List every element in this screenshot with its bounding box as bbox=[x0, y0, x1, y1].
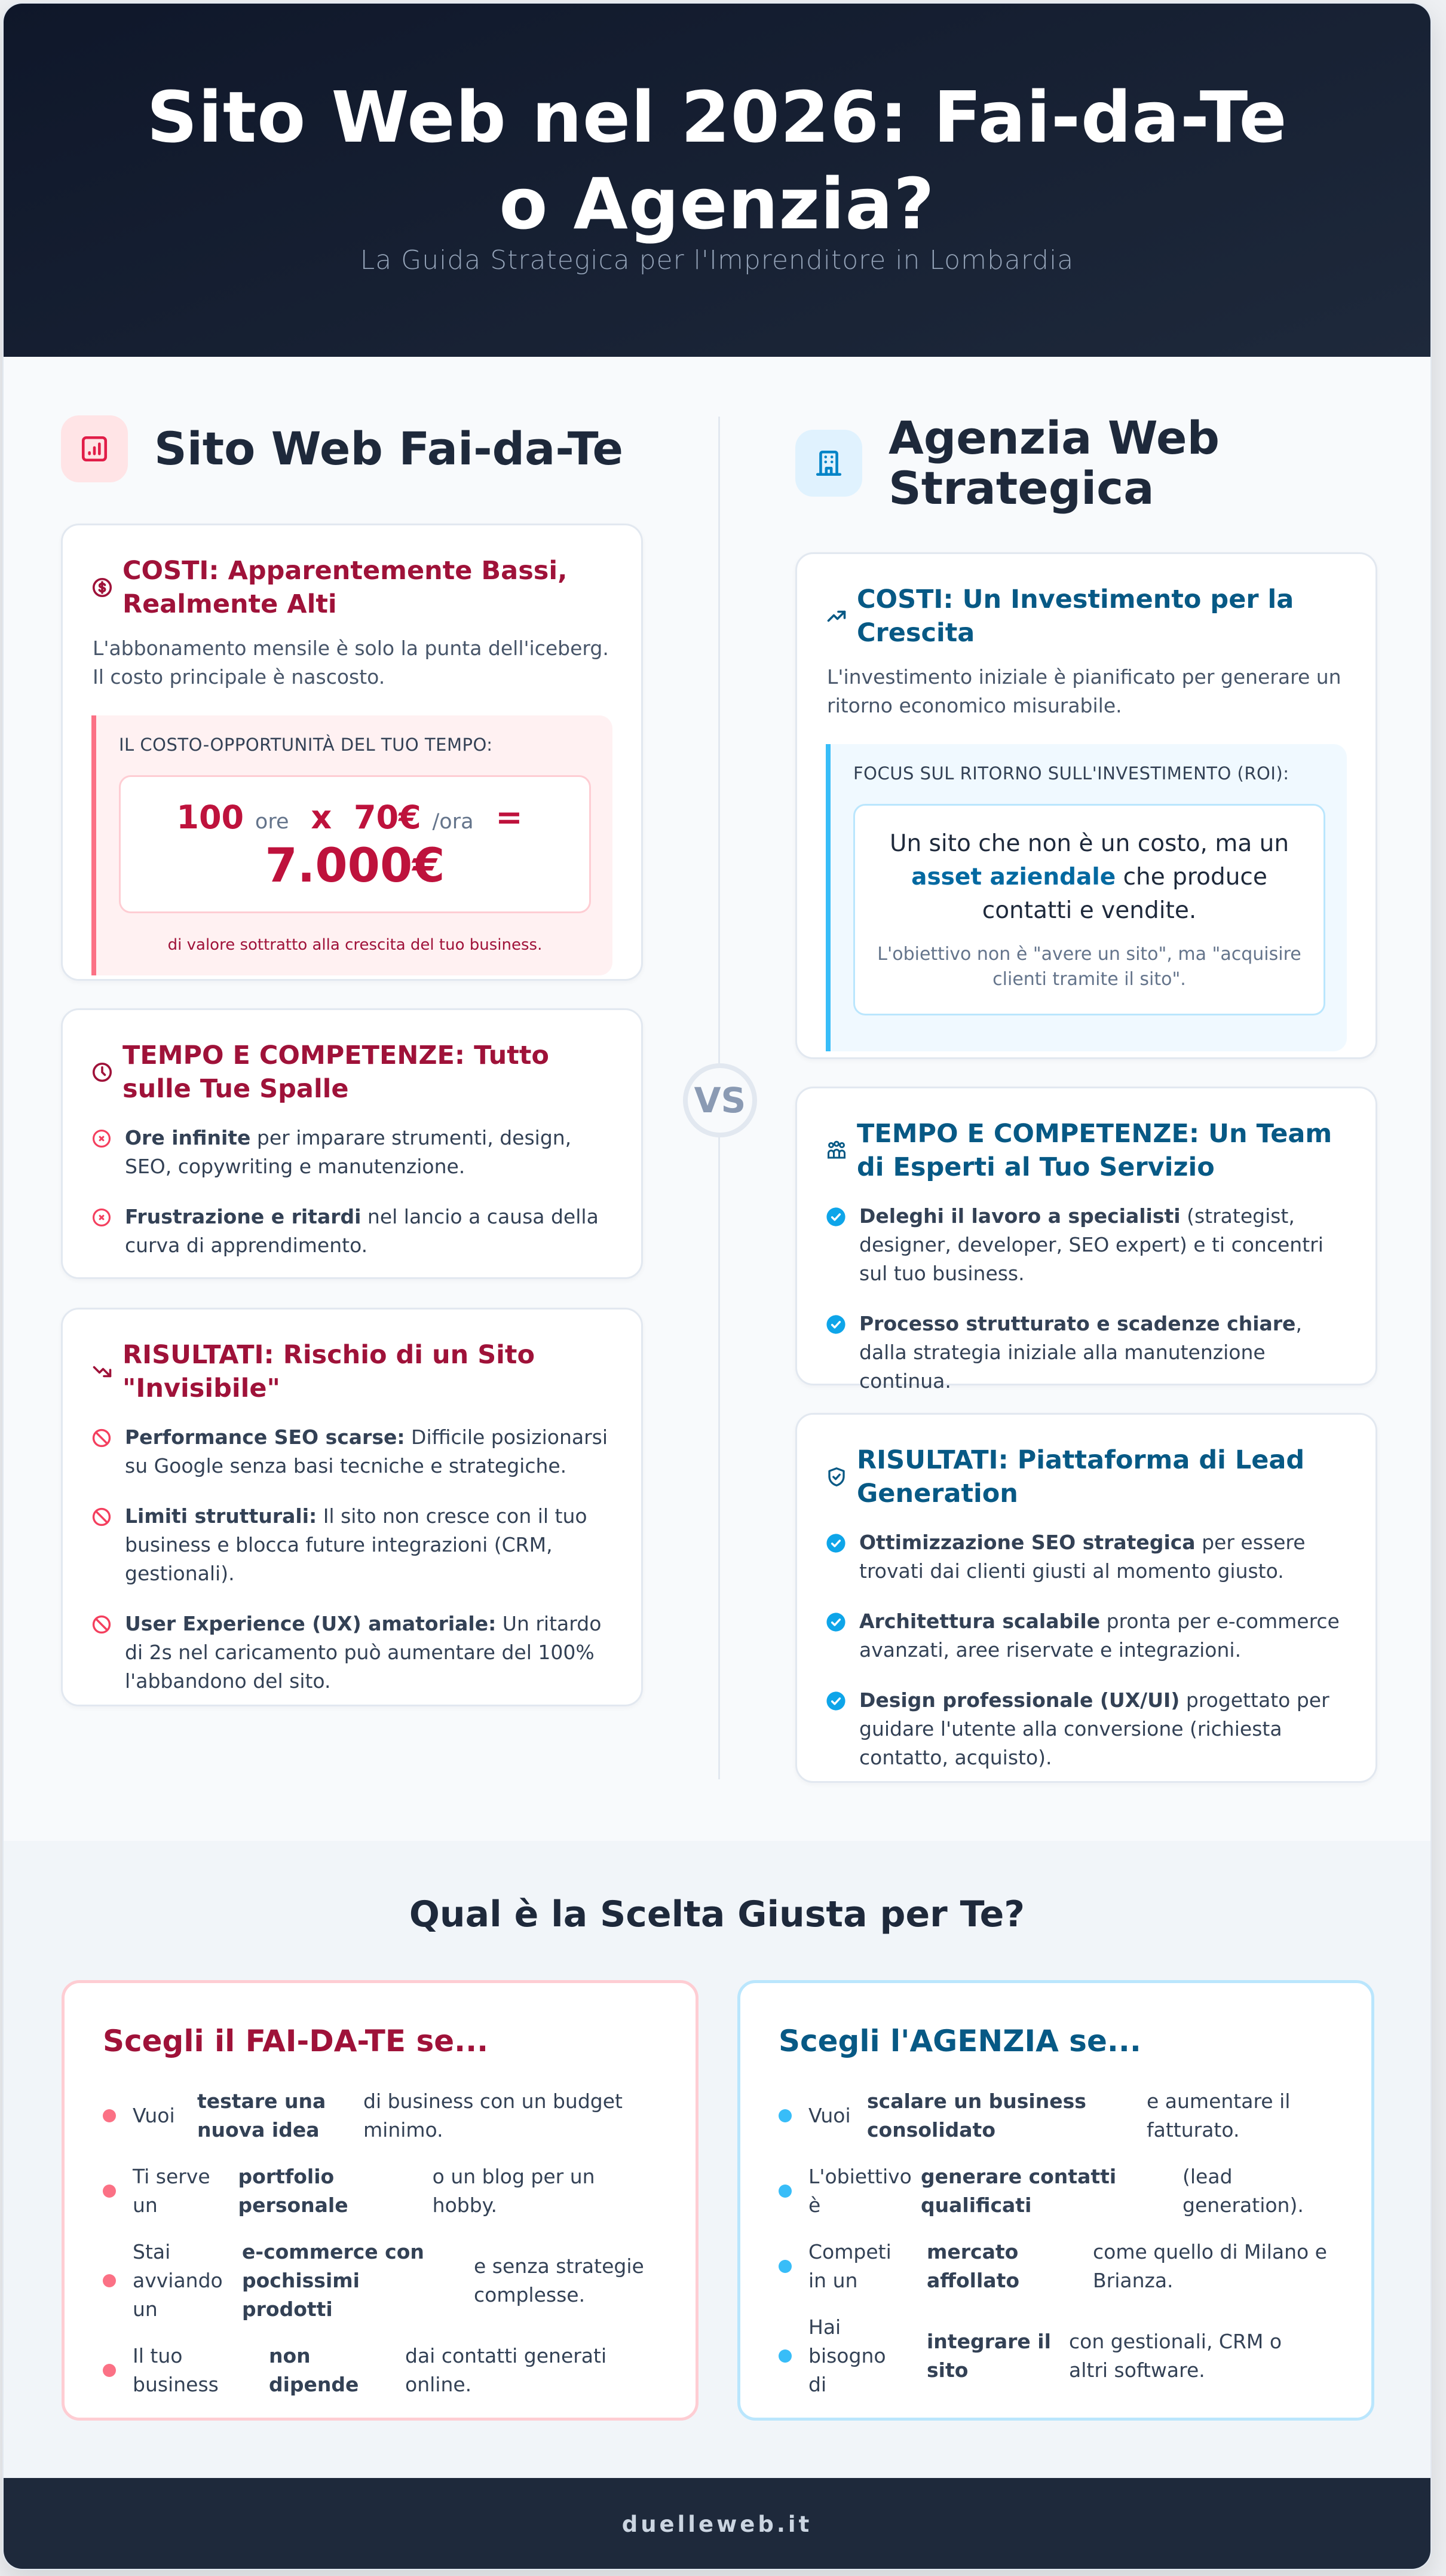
check-circle-icon bbox=[826, 1612, 846, 1632]
header bbox=[4, 4, 1430, 357]
diy-column-header bbox=[61, 415, 623, 482]
hours-unit: ore bbox=[255, 810, 289, 834]
hours-value: 100 bbox=[176, 799, 244, 836]
rate-value: 70€ bbox=[353, 799, 421, 836]
opportunity-cost-label: IL COSTO-OPPORTUNITÀ DEL TUO TEMPO: bbox=[119, 735, 493, 755]
team-icon bbox=[826, 1140, 847, 1161]
page-title: Sito Web nel 2026: Fai-da-Te o Agenzia? bbox=[146, 76, 1288, 245]
list-item: Architettura scalabile pronta per e-commerce avanzati, aree riservate e integrazioni. bbox=[826, 1607, 1347, 1665]
choice-section bbox=[4, 1841, 1430, 2478]
list-item: Competi in un mercato affollato come quello di Milano e Brianza. bbox=[779, 2238, 1333, 2295]
list-item: User Experience (UX) amatoriale: Un ritardo di 2s nel caricamento può aumentare del 100% l'abbandono del sito. bbox=[91, 1610, 612, 1696]
total-cost: 7.000€ bbox=[265, 839, 445, 893]
agency-costs-description: L'investimento iniziale è pianificato per generare un ritorno economico misurabile. bbox=[827, 665, 1341, 717]
list-item: L'obiettivo è generare contatti qualificati (lead generation). bbox=[779, 2162, 1333, 2220]
check-circle-icon bbox=[826, 1691, 846, 1711]
roi-statement: Un sito che non è un costo, ma un asset aziendale che produce contatti e vendite. L'obiettivo non è "avere un sito", ma "acquisire clienti tramite il sito". bbox=[853, 804, 1325, 1015]
ban-icon bbox=[91, 1614, 112, 1635]
diy-time-points bbox=[91, 1124, 612, 1260]
x-circle-icon bbox=[91, 1128, 112, 1149]
opportunity-cost-footnote: di valore sottratto alla crescita del tuo business. bbox=[167, 936, 543, 954]
bullet-dot bbox=[779, 2349, 792, 2363]
comparison-section bbox=[4, 357, 1430, 1841]
bullet-dot bbox=[779, 2260, 792, 2273]
list-item: Vuoi testare una nuova idea di business con un budget minimo. bbox=[103, 2087, 657, 2144]
agency-results-card bbox=[795, 1413, 1377, 1783]
diy-costs-description: L'abbonamento mensile è solo la punta dell'iceberg. Il costo principale è nascosto. bbox=[93, 637, 609, 689]
bullet-dot bbox=[103, 2185, 116, 2198]
bullet-dot bbox=[103, 2109, 116, 2122]
list-item: Performance SEO scarse: Difficile posizionarsi su Google senza basi tecniche e strategiche. bbox=[91, 1423, 612, 1480]
agency-results-title: RISULTATI: Piattaforma di Lead Generation bbox=[857, 1445, 1305, 1509]
opportunity-cost-box bbox=[91, 715, 612, 975]
footer-brand-link[interactable]: duelleweb.it bbox=[621, 2511, 813, 2537]
agency-costs-card bbox=[795, 552, 1377, 1059]
bullet-dot bbox=[103, 2274, 116, 2287]
roi-subtext: L'obiettivo non è "avere un sito", ma "acquisire clienti tramite il sito". bbox=[877, 944, 1301, 990]
diy-results-title: RISULTATI: Rischio di un Sito "Invisibile" bbox=[122, 1340, 535, 1403]
x-circle-icon bbox=[91, 1207, 112, 1228]
check-circle-icon bbox=[826, 1314, 846, 1335]
choice-heading: Qual è la Scelta Giusta per Te? bbox=[409, 1893, 1025, 1935]
diy-time-card bbox=[61, 1008, 643, 1279]
building-icon bbox=[795, 430, 862, 497]
footer bbox=[4, 2478, 1430, 2570]
trending-up-icon bbox=[826, 605, 847, 627]
choose-agency-title: Scegli l'AGENZIA se... bbox=[779, 2024, 1141, 2058]
list-item: Ottimizzazione SEO strategica per essere trovati dai clienti giusti al momento giusto. bbox=[826, 1528, 1347, 1586]
agency-costs-title: COSTI: Un Investimento per la Crescita bbox=[857, 585, 1294, 648]
agency-column-header bbox=[795, 413, 1377, 513]
list-item: Stai avviando un e-commerce con pochissimi prodotti e senza strategie complesse. bbox=[103, 2238, 657, 2324]
diy-time-title: TEMPO E COMPETENZE: Tutto sulle Tue Spalle bbox=[122, 1041, 549, 1104]
agency-heading: Agenzia Web Strategica bbox=[889, 411, 1220, 515]
roi-focus-label: FOCUS SUL RITORNO SULL'INVESTIMENTO (ROI): bbox=[853, 763, 1289, 784]
list-item: Frustrazione e ritardi nel lancio a causa della curva di apprendimento. bbox=[91, 1203, 612, 1260]
asset-highlight: asset aziendale bbox=[911, 864, 1116, 891]
list-item: Vuoi scalare un business consolidato e aumentare il fatturato. bbox=[779, 2087, 1333, 2144]
agency-results-points bbox=[826, 1528, 1347, 1772]
list-item: Hai bisogno di integrare il sito con gestionali, CRM o altri software. bbox=[779, 2313, 1333, 2399]
trending-down-icon bbox=[91, 1361, 113, 1382]
bullet-dot bbox=[103, 2364, 116, 2377]
choose-diy-card bbox=[62, 1980, 699, 2421]
diy-results-card bbox=[61, 1308, 643, 1706]
choose-diy-title: Scegli il FAI-DA-TE se... bbox=[103, 2024, 489, 2058]
vs-badge: VS bbox=[683, 1063, 757, 1137]
ban-icon bbox=[91, 1428, 112, 1448]
list-item: Limiti strutturali: Il sito non cresce con il tuo business e blocca future integrazioni (CRM, gestionali). bbox=[91, 1502, 612, 1588]
check-circle-icon bbox=[826, 1533, 846, 1553]
ban-icon bbox=[91, 1507, 112, 1527]
roi-focus-box bbox=[826, 744, 1347, 1051]
check-circle-icon bbox=[826, 1207, 846, 1227]
list-item: Ti serve un portfolio personale o un blog per un hobby. bbox=[103, 2162, 657, 2220]
list-item: Il tuo business non dipende dai contatti generati online. bbox=[103, 2342, 657, 2399]
dollar-circle-icon bbox=[91, 577, 113, 598]
choose-diy-list bbox=[103, 2087, 657, 2399]
opportunity-cost-calculation bbox=[119, 775, 591, 913]
diy-costs-card bbox=[61, 524, 643, 981]
clock-icon bbox=[91, 1061, 113, 1083]
list-item: Processo strutturato e scadenze chiare, dalla strategia iniziale alla manutenzione continua. bbox=[826, 1310, 1347, 1396]
bullet-dot bbox=[779, 2109, 792, 2122]
list-item: Deleghi il lavoro a specialisti (strategist, designer, developer, SEO expert) e ti concentri sul tuo business. bbox=[826, 1202, 1347, 1288]
diy-costs-title: COSTI: Apparentemente Bassi, Realmente Alti bbox=[122, 556, 568, 619]
choose-agency-list bbox=[779, 2087, 1333, 2399]
bullet-dot bbox=[779, 2185, 792, 2198]
page-subtitle: La Guida Strategica per l'Imprenditore in Lombardia bbox=[360, 245, 1074, 276]
chart-bar-square-icon bbox=[61, 415, 128, 482]
equals-sign: = bbox=[495, 799, 523, 836]
agency-time-points bbox=[826, 1202, 1347, 1396]
multiply-sign: x bbox=[311, 799, 332, 836]
list-item: Design professionale (UX/UI) progettato per guidare l'utente alla conversione (richiesta contatto, acquisto). bbox=[826, 1686, 1347, 1772]
agency-time-card bbox=[795, 1087, 1377, 1393]
diy-results-points bbox=[91, 1423, 612, 1696]
shield-check-icon bbox=[826, 1466, 847, 1488]
agency-time-title: TEMPO E COMPETENZE: Un Team di Esperti al Tuo Servizio bbox=[857, 1119, 1332, 1182]
diy-heading: Sito Web Fai-da-Te bbox=[154, 422, 624, 475]
list-item: Ore infinite per imparare strumenti, design, SEO, copywriting e manutenzione. bbox=[91, 1124, 612, 1181]
choose-agency-card bbox=[737, 1980, 1374, 2421]
rate-unit: /ora bbox=[432, 810, 474, 834]
infographic bbox=[2, 2, 1432, 2570]
